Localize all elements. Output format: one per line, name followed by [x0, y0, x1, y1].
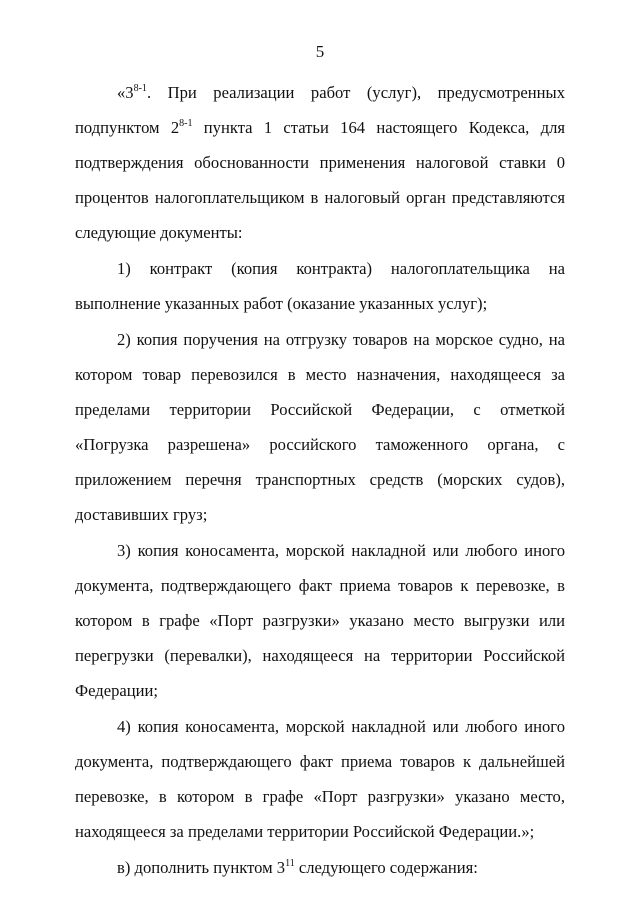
- superscript: 8-1: [179, 118, 193, 129]
- paragraph-clause-3-8-1: [75, 75, 565, 250]
- list-item-1: 1) контракт (копия контракта) налогоплательщика на выполнение указанных работ (оказание указанных услуг);: [75, 259, 565, 313]
- list-item-3: 3) копия коносамента, морской накладной или любого иного документа, подтверждающего факт приема товаров к перевозке, в котором в графе «Порт разгрузки» указано место выгрузки или перегрузки (перевалки), находящееся на территории Российской Федерации;: [75, 541, 565, 700]
- text: «3: [117, 83, 134, 102]
- list-item-2: 2) копия поручения на отгрузку товаров на морское судно, на котором товар перевозился в место назначения, находящееся за пределами территории Российской Федерации, с отметкой «Погрузка разрешена» российского таможенного органа, с приложением перечня транспортных средств (морских судов), доставивших груз;: [75, 330, 565, 524]
- superscript: 11: [285, 858, 295, 869]
- text: пункта 1 статьи 164 настоящего Кодекса, для подтверждения обоснованности применения налоговой ставки 0 процентов налогоплательщиком в налоговый орган представляются следующие документы:: [75, 118, 565, 242]
- paragraph-amendment-v: [75, 850, 565, 885]
- document-body: [75, 75, 565, 886]
- text: . При реализации работ (услуг), предусмотренных подпунктом 2: [75, 83, 565, 137]
- text: следующего содержания:: [294, 858, 478, 877]
- superscript: 8-1: [133, 83, 147, 94]
- page-number: 5: [315, 42, 325, 61]
- list-item-4: 4) копия коносамента, морской накладной или любого иного документа, подтверждающего факт приема товаров к дальнейшей перевозке, в котором в графе «Порт разгрузки» указано место, находящееся за пределами территории Российской Федерации.»;: [75, 717, 565, 841]
- text: в) дополнить пунктом 3: [117, 858, 286, 877]
